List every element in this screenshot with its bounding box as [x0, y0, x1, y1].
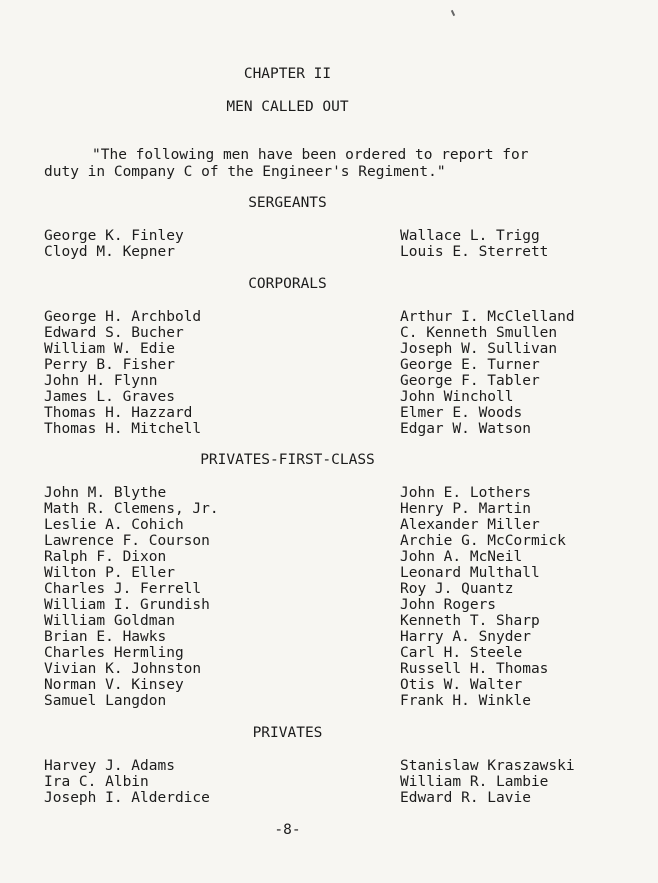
list-item: Harry A. Snyder [400, 629, 531, 645]
corporals-left-column [44, 309, 201, 437]
page-title: MEN CALLED OUT [226, 99, 349, 115]
paper-speck [451, 10, 455, 16]
list-item: Wilton P. Eller [44, 565, 175, 581]
chapter-heading: CHAPTER II [243, 66, 332, 82]
list-item: Otis W. Walter [400, 677, 523, 693]
list-item: Brian E. Hawks [44, 629, 167, 645]
section-heading-privates-first-class: PRIVATES-FIRST-CLASS [200, 452, 375, 468]
list-item: Kenneth T. Sharp [400, 613, 540, 629]
list-item: Roy J. Quantz [400, 581, 514, 597]
list-item: Carl H. Steele [400, 645, 523, 661]
list-item: Joseph I. Alderdice [44, 790, 210, 806]
list-item: Vivian K. Johnston [44, 661, 202, 677]
section-heading-privates: PRIVATES [252, 725, 323, 741]
list-item: Norman V. Kinsey [44, 677, 184, 693]
list-item: John Wincholl [400, 389, 514, 405]
page-number: -8- [274, 822, 301, 838]
list-item: Leslie A. Cohich [44, 517, 184, 533]
list-item: John H. Flynn [44, 373, 158, 389]
list-item: Charles J. Ferrell [44, 581, 202, 597]
list-item: John Rogers [400, 597, 497, 613]
list-item: Charles Hermling [44, 645, 184, 661]
list-item: Samuel Langdon [44, 693, 167, 709]
list-item: John M. Blythe [44, 485, 167, 501]
list-item: George F. Tabler [400, 373, 540, 389]
list-item: Archie G. McCormick [400, 533, 566, 549]
list-item: Thomas H. Hazzard [44, 405, 193, 421]
list-item: Perry B. Fisher [44, 357, 175, 373]
sergeants-right-column [400, 228, 548, 260]
list-item: Russell H. Thomas [400, 661, 549, 677]
list-item: Harvey J. Adams [44, 758, 175, 774]
list-item: George E. Turner [400, 357, 540, 373]
list-item: John A. McNeil [400, 549, 523, 565]
sergeants-left-column [44, 228, 184, 260]
list-item: Cloyd M. Kepner [44, 244, 175, 260]
list-item: William Goldman [44, 613, 175, 629]
intro-line-1: "The following men have been ordered to report for [92, 147, 529, 163]
list-item: C. Kenneth Smullen [400, 325, 558, 341]
list-item: John E. Lothers [400, 485, 531, 501]
pfc-right-column [400, 485, 566, 709]
list-item: Henry P. Martin [400, 501, 531, 517]
list-item: Edward R. Lavie [400, 790, 531, 806]
list-item: Alexander Miller [400, 517, 540, 533]
privates-right-column [400, 758, 575, 806]
privates-left-column [44, 758, 210, 806]
list-item: William I. Grundish [44, 597, 210, 613]
corporals-right-column [400, 309, 575, 437]
list-item: James L. Graves [44, 389, 175, 405]
list-item: Edgar W. Watson [400, 421, 531, 437]
list-item: Frank H. Winkle [400, 693, 531, 709]
intro-line-2: duty in Company C of the Engineer's Regiment." [44, 164, 446, 180]
list-item: Elmer E. Woods [400, 405, 523, 421]
section-heading-sergeants: SERGEANTS [248, 195, 327, 211]
list-item: Wallace L. Trigg [400, 228, 540, 244]
list-item: William R. Lambie [400, 774, 549, 790]
list-item: Joseph W. Sullivan [400, 341, 558, 357]
list-item: Stanislaw Kraszawski [400, 758, 575, 774]
list-item: George K. Finley [44, 228, 184, 244]
list-item: Ira C. Albin [44, 774, 149, 790]
list-item: Leonard Multhall [400, 565, 540, 581]
section-heading-corporals: CORPORALS [248, 276, 327, 292]
list-item: Edward S. Bucher [44, 325, 184, 341]
pfc-left-column [44, 485, 219, 709]
list-item: William W. Edie [44, 341, 175, 357]
list-item: Louis E. Sterrett [400, 244, 549, 260]
list-item: Thomas H. Mitchell [44, 421, 202, 437]
list-item: Arthur I. McClelland [400, 309, 575, 325]
list-item: Ralph F. Dixon [44, 549, 167, 565]
list-item: Math R. Clemens, Jr. [44, 501, 219, 517]
list-item: Lawrence F. Courson [44, 533, 210, 549]
list-item: George H. Archbold [44, 309, 202, 325]
